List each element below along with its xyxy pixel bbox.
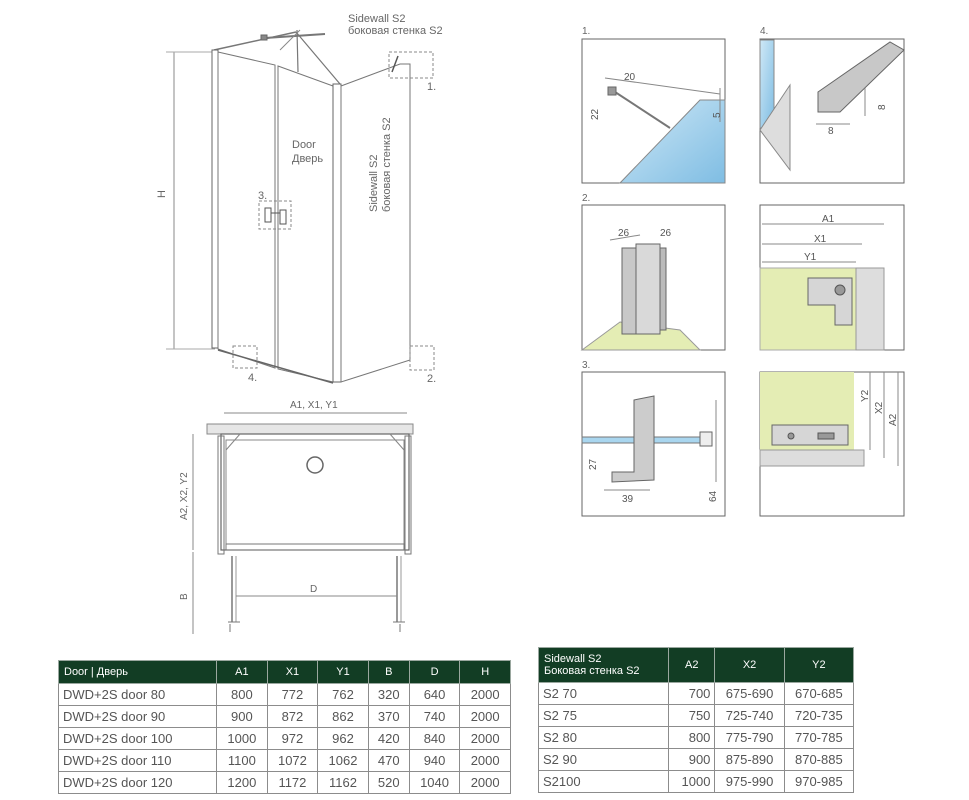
detail-3-dim-27: 27 — [588, 458, 599, 470]
y1-cell: 762 — [318, 684, 369, 706]
x2-cell: 875-890 — [715, 749, 784, 771]
detail-2-number: 2. — [582, 193, 591, 204]
x2-col-header: X2 — [715, 648, 784, 683]
sidewall-header-line1: Sidewall S2 — [544, 653, 602, 665]
detail-3-dim-39: 39 — [622, 494, 634, 505]
d-cell: 640 — [409, 684, 460, 706]
h-cell: 2000 — [460, 728, 511, 750]
enclosure-plan-view — [179, 400, 413, 634]
a1-col-header: A1 — [217, 661, 268, 684]
detail-1 — [582, 26, 725, 183]
a2-cell: 800 — [669, 727, 715, 749]
detail-y2-label: Y2 — [860, 389, 871, 402]
detail-1-dim-20: 20 — [624, 72, 636, 83]
a1-cell: 900 — [217, 706, 268, 728]
d-cell: 740 — [409, 706, 460, 728]
y1-cell: 862 — [318, 706, 369, 728]
detail-1-dim-5: 5 — [712, 112, 723, 118]
table-row — [59, 750, 511, 772]
a1-cell: 1100 — [217, 750, 268, 772]
callout-3: 3. — [258, 190, 268, 202]
detail-top-view — [760, 205, 904, 350]
detail-a1-label: A1 — [822, 214, 835, 225]
model-cell: DWD+2S door 80 — [59, 684, 217, 706]
detail-3-number: 3. — [582, 360, 591, 371]
y1-cell: 962 — [318, 728, 369, 750]
model-cell: DWD+2S door 110 — [59, 750, 217, 772]
detail-y1-label: Y1 — [804, 252, 817, 263]
a2-cell: 700 — [669, 683, 715, 705]
x2-cell: 675-690 — [715, 683, 784, 705]
x1-cell: 872 — [267, 706, 318, 728]
detail-3-dim-64: 64 — [708, 490, 719, 502]
a1-cell: 1000 — [217, 728, 268, 750]
detail-x2-label: X2 — [874, 401, 885, 414]
h-cell: 2000 — [460, 750, 511, 772]
detail-1-dim-22: 22 — [590, 108, 601, 120]
y1-cell: 1062 — [318, 750, 369, 772]
x2-cell: 725-740 — [715, 705, 784, 727]
x1-col-header: X1 — [267, 661, 318, 684]
y1-col-header: Y1 — [318, 661, 369, 684]
table-row — [539, 727, 854, 749]
plan-b-label: B — [179, 593, 190, 600]
door-col-header: Door | Дверь — [59, 661, 217, 684]
side-label-ru: боковая стенка S2 — [381, 117, 393, 212]
sidewall-model-cell: S2 75 — [539, 705, 669, 727]
plan-depth-label: A2, X2, Y2 — [179, 472, 190, 520]
side-label: Sidewall S2 — [368, 154, 380, 212]
table-row — [59, 772, 511, 794]
d-cell: 840 — [409, 728, 460, 750]
y2-cell: 770-785 — [784, 727, 853, 749]
table-row — [539, 705, 854, 727]
callout-4: 4. — [248, 372, 258, 384]
model-cell: DWD+2S door 90 — [59, 706, 217, 728]
x1-cell: 772 — [267, 684, 318, 706]
x2-cell: 775-790 — [715, 727, 784, 749]
b-cell: 420 — [368, 728, 409, 750]
detail-2-dim-26a: 26 — [618, 228, 630, 239]
table-row — [59, 706, 511, 728]
y2-cell: 670-685 — [784, 683, 853, 705]
b-cell: 370 — [368, 706, 409, 728]
sidewall-table-header — [539, 648, 854, 683]
detail-4 — [760, 26, 904, 183]
b-cell: 470 — [368, 750, 409, 772]
detail-2-dim-26b: 26 — [660, 228, 672, 239]
door-dimensions-table — [58, 660, 511, 794]
plan-d-label: D — [310, 584, 318, 595]
sidewall-model-cell: S2100 — [539, 771, 669, 793]
x2-cell: 975-990 — [715, 771, 784, 793]
b-col-header: B — [368, 661, 409, 684]
model-cell: DWD+2S door 120 — [59, 772, 217, 794]
height-label: H — [156, 190, 168, 198]
h-cell: 2000 — [460, 684, 511, 706]
detail-side-view — [760, 372, 904, 516]
y2-col-header: Y2 — [784, 648, 853, 683]
x1-cell: 972 — [267, 728, 318, 750]
y2-cell: 870-885 — [784, 749, 853, 771]
sidewall-model-cell: S2 70 — [539, 683, 669, 705]
table-row — [59, 684, 511, 706]
table-row — [539, 683, 854, 705]
door-table-header — [59, 661, 511, 684]
b-cell: 320 — [368, 684, 409, 706]
door-label-ru: Дверь — [292, 153, 324, 165]
sidewall-label-ru: боковая стенка S2 — [348, 25, 443, 37]
h-cell: 2000 — [460, 772, 511, 794]
x1-cell: 1072 — [267, 750, 318, 772]
detail-1-number: 1. — [582, 26, 591, 37]
table-row — [539, 749, 854, 771]
detail-4-dim-8a: 8 — [828, 126, 834, 137]
sidewall-header-line2: Боковая стенка S2 — [544, 665, 640, 677]
h-cell: 2000 — [460, 706, 511, 728]
d-cell: 1040 — [409, 772, 460, 794]
y1-cell: 1162 — [318, 772, 369, 794]
detail-4-number: 4. — [760, 26, 769, 37]
plan-width-label: A1, X1, Y1 — [290, 400, 338, 411]
callout-2: 2. — [427, 373, 437, 385]
callout-1: 1. — [427, 81, 437, 93]
detail-x1-label: X1 — [814, 234, 827, 245]
y2-cell: 970-985 — [784, 771, 853, 793]
a2-cell: 900 — [669, 749, 715, 771]
model-cell: DWD+2S door 100 — [59, 728, 217, 750]
detail-3 — [582, 360, 725, 516]
a2-cell: 1000 — [669, 771, 715, 793]
detail-4-dim-8b: 8 — [877, 104, 888, 110]
detail-a2-label: A2 — [888, 413, 899, 426]
sidewall-col-header — [539, 648, 669, 683]
door-label: Door — [292, 139, 316, 151]
sidewall-dimensions-table — [538, 647, 854, 793]
d-cell: 940 — [409, 750, 460, 772]
x1-cell: 1172 — [267, 772, 318, 794]
sidewall-model-cell: S2 90 — [539, 749, 669, 771]
sidewall-label: Sidewall S2 — [348, 13, 406, 25]
h-col-header: H — [460, 661, 511, 684]
table-row — [539, 771, 854, 793]
table-row — [59, 728, 511, 750]
detail-2 — [582, 193, 725, 350]
a2-cell: 750 — [669, 705, 715, 727]
a1-cell: 1200 — [217, 772, 268, 794]
sidewall-model-cell: S2 80 — [539, 727, 669, 749]
d-col-header: D — [409, 661, 460, 684]
b-cell: 520 — [368, 772, 409, 794]
y2-cell: 720-735 — [784, 705, 853, 727]
a2-col-header: A2 — [669, 648, 715, 683]
a1-cell: 800 — [217, 684, 268, 706]
